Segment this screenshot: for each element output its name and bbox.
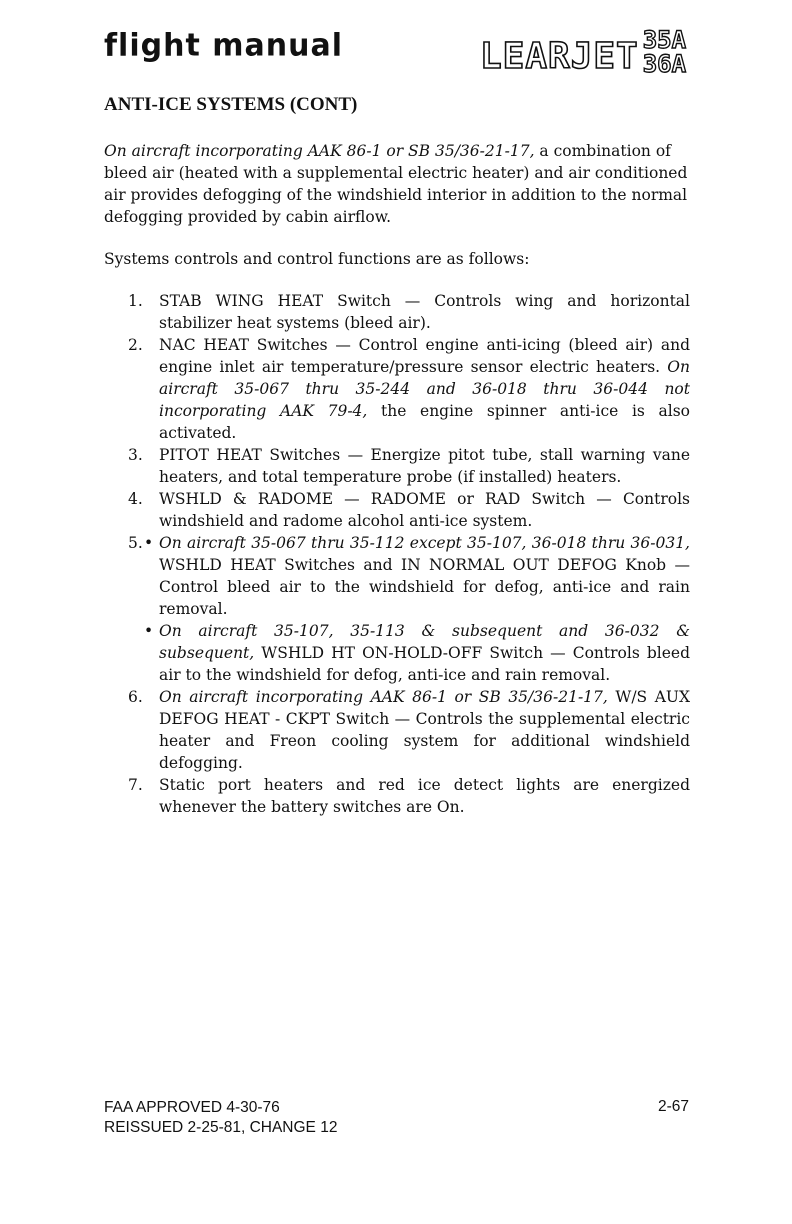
item-number: 7. xyxy=(128,776,143,794)
list-item xyxy=(104,686,690,774)
bullet: • xyxy=(144,534,154,552)
section-title: ANTI-ICE SYSTEMS (CONT) xyxy=(104,94,358,115)
controls-list xyxy=(104,290,690,818)
item-text: PITOT HEAT Switches — Energize pitot tube, stall warning vane heaters, and total temperature probe (if installed) heaters. xyxy=(159,446,690,486)
bullet: • xyxy=(144,622,154,640)
item-text: WSHLD & RADOME — RADOME or RAD Switch — Controls windshield and radome alcohol anti-ice system. xyxy=(159,490,690,530)
logo-brand: LEARJET xyxy=(480,36,639,77)
learjet-logo xyxy=(480,22,694,82)
list-item xyxy=(104,334,690,444)
item-text-after: the engine spinner anti-ice is also activated. xyxy=(159,402,690,442)
sub-item xyxy=(144,532,690,620)
item-number: 4. xyxy=(128,490,143,508)
item-number: 5. xyxy=(128,534,143,552)
page-number: 2-67 xyxy=(657,1098,689,1115)
sub-item xyxy=(144,620,690,686)
list-item xyxy=(104,532,690,686)
item-effectivity: On aircraft 35-067 thru 35-244 and 36-018 thru 36-044 not incorporating AAK 79-4, xyxy=(159,358,690,420)
item-number: 2. xyxy=(128,336,143,354)
intro-effectivity: On aircraft incorporating AAK 86-1 or SB 35/36-21-17, xyxy=(104,142,535,160)
item-effectivity: On aircraft 35-067 thru 35-112 except 35-107, 36-018 thru 36-031, xyxy=(159,534,690,552)
footer-reissued: REISSUED 2-25-81, CHANGE 12 xyxy=(104,1119,338,1136)
item-text: NAC HEAT Switches — Control engine anti-icing (bleed air) and engine inlet air temperature/pressure sensor electric heaters. xyxy=(159,336,690,376)
intro-text: a combination of bleed air (heated with a supplemental electric heater) and air conditioned air provides defogging of the windshield interior in addition to the normal defogging provided by cabin airflow. xyxy=(104,142,688,226)
intro-paragraph xyxy=(104,140,690,228)
item-text: W/S AUX DEFOG HEAT - CKPT Switch — Controls the supplemental electric heater and Freon cooling system for additional windshield defogging. xyxy=(159,688,691,772)
item-text: WSHLD HT ON-HOLD-OFF Switch — Controls bleed air to the windshield for defog, anti-ice and rain removal. xyxy=(159,644,690,684)
lead-paragraph: Systems controls and control functions are as follows: xyxy=(104,250,530,268)
item-number: 3. xyxy=(128,446,143,464)
footer xyxy=(104,1098,337,1138)
manual-title: flight manual xyxy=(104,27,343,64)
item-effectivity: On aircraft incorporating AAK 86-1 or SB 35/36-21-17, xyxy=(159,688,608,706)
item-text: WSHLD HEAT Switches and IN NORMAL OUT DEFOG Knob — Control bleed air to the windshield for defog, anti-ice and rain removal. xyxy=(159,556,690,618)
list-item xyxy=(104,290,690,334)
item-text: STAB WING HEAT Switch — Controls wing and horizontal stabilizer heat systems (bleed air). xyxy=(159,292,690,332)
item-number: 6. xyxy=(128,688,143,706)
item-number: 1. xyxy=(128,292,143,310)
list-item xyxy=(104,488,690,532)
footer-approved: FAA APPROVED 4-30-76 xyxy=(104,1099,280,1116)
logo-model-bottom: 36A xyxy=(642,50,687,78)
list-item xyxy=(104,444,690,488)
item-effectivity: On aircraft 35-107, 35-113 & subsequent and 36-032 & subsequent, xyxy=(159,622,690,662)
item-text: Static port heaters and red ice detect lights are energized whenever the battery switches are On. xyxy=(159,776,690,816)
page-content xyxy=(104,140,690,818)
list-item xyxy=(104,774,690,818)
logo-model-top: 35A xyxy=(642,26,687,54)
logo-models xyxy=(643,28,686,76)
